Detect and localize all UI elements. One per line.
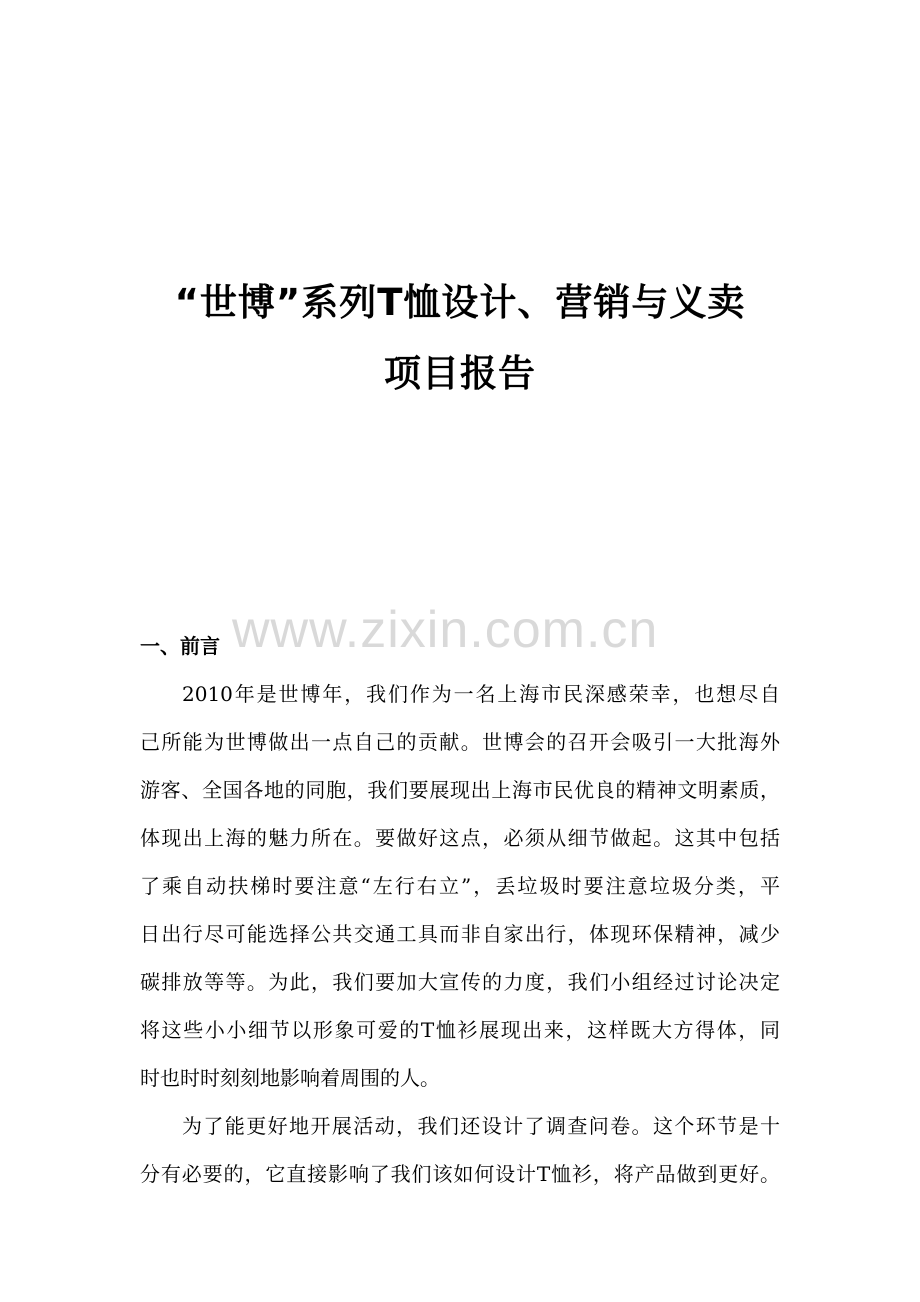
paragraph1-line: 了乘自动扶梯时要注意“左行右立”，丢垃圾时要注意垃圾分类，平 [140,874,780,898]
report-title-line2: 项目报告 [384,352,536,395]
paragraph1-line: 游客、全国各地的同胞，我们要展现出上海市民优良的精神文明素质， [140,778,780,802]
paragraph1-line: 2010年是世博年，我们作为一名上海市民深感荣幸，也想尽自 [182,682,780,706]
paragraph1-line: 日出行尽可能选择公共交通工具而非自家出行，体现环保精神，减少 [140,922,780,946]
paragraph1-line: 己所能为世博做出一点自己的贡献。世博会的召开会吸引一大批海外 [140,730,780,754]
paragraph2-line: 分有必要的，它直接影响了我们该如何设计T恤衫，将产品做到更好。 [140,1162,780,1186]
paragraph1-line: 将这些小小细节以形象可爱的T恤衫展现出来，这样既大方得体，同 [140,1018,780,1042]
paragraph1-line: 时也时时刻刻地影响着周围的人。 [140,1066,440,1090]
section-heading-preface: 一、前言 [140,634,220,658]
watermark: www.zixin.com.cn [232,601,659,659]
paragraph1-line: 碳排放等等。为此，我们要加大宣传的力度，我们小组经过讨论决定 [140,970,780,994]
paragraph2-line: 为了能更好地开展活动，我们还设计了调查问卷。这个环节是十 [182,1114,780,1138]
report-title-line1: “世博”系列T恤设计、营销与义卖 [174,281,746,324]
paragraph1-line: 体现出上海的魅力所在。要做好这点，必须从细节做起。这其中包括 [140,826,780,850]
